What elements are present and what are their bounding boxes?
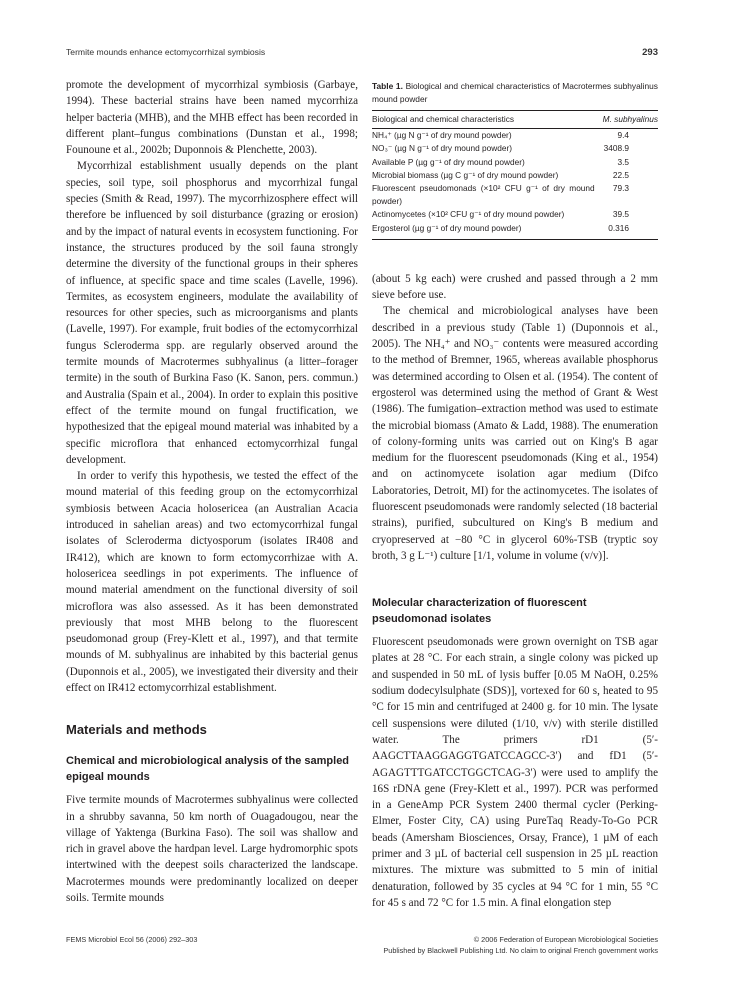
table-row	[372, 156, 658, 169]
row-value: 79.3	[612, 183, 629, 194]
body-paragraph: promote the development of mycorrhizal symbiosis (Garbaye, 1994). These bacterial strains have been named mycorrhiza helper bacteria (MHB), and the MHB effect has been recorded in different plant–fungus combinations (Dunstan et al., 1998; Founoune et al., 2002b; Duponnois & Plenchette, 2003).	[66, 79, 358, 157]
row-label: Available P (µg g⁻¹ of dry mound powder)	[372, 156, 525, 167]
row-label: Microbial biomass (µg C g⁻¹ of dry mound powder)	[372, 169, 559, 180]
row-value: 39.5	[612, 209, 629, 220]
subsection-heading: Molecular characterization of fluorescent pseudomonad isolates	[372, 597, 587, 626]
table-caption-text: Biological and chemical characteristics of Macrotermes subhyalinus mound powder	[372, 81, 658, 104]
publisher-line: Published by Blackwell Publishing Ltd. No claim to original French government works	[383, 945, 658, 955]
table-row	[372, 129, 658, 143]
copyright-line: © 2006 Federation of European Microbiological Societies	[473, 935, 658, 945]
table-row	[372, 222, 658, 240]
row-value: 3.5	[617, 156, 629, 167]
row-value: 9.4	[617, 130, 629, 141]
body-paragraph: (about 5 kg each) were crushed and passed through a 2 mm sieve before use.	[372, 272, 658, 302]
data-table	[372, 110, 658, 240]
row-value: 3408.9	[603, 143, 629, 154]
table-row	[372, 169, 658, 182]
body-paragraph: Mycorrhizal establishment usually depends on the plant species, soil type, soil phosphorus and mycorrhizal fungal species (Smith & Read, 1997). The mycorrhizosphere effect will therefore be influenced by soil disturbance (grazing or erosion) and by the impact of natural events in ecosystem functioning. For instance, the structures produced by the soil fauna strongly determine the diversity of the functional groups in their spheres of influence, at specific space and time scales (Lavelle, 1996). Termites, as ecosystem engineers, modulate the availability of resources for other species, such as microorganisms and plants (Lavelle, 1997). For example, fruit bodies of the ectomycorrhizal fungus Scleroderma spp. are regularly observed around the termite mounds of Macrotermes subhyalinus (a litter–forager termite) in the south of Burkina Faso (K. Sanon, pers. commun.) and Australia (Spain et al., 2004). In order to explain this positive effect of the termite mound on fungal fructification, we hypothesized that the epigeal mound material was inhabited by a specific microflora that enhanced ectomycorrhizal fungal development.	[66, 160, 358, 466]
table-header-row	[372, 111, 658, 129]
right-column	[372, 77, 658, 911]
row-label: Fluorescent pseudomonads (×10² CFU g⁻¹ of dry mound powder)	[372, 183, 595, 207]
body-paragraph: Fluorescent pseudomonads were grown overnight on TSB agar plates at 28 °C. For each strain, a single colony was picked up and suspended in 50 mL of lysis buffer [0.05 M NaOH, 0.25% sodium dodecylsulphate (SDS)], vortexed for 60 s, heated to 95 °C for 15 min and centrifuged at 2400 g. for 10 min. The lysate cell suspensions were diluted (1/10, v/v) with sterile distilled water. The primers rD1 (5′-AAGCTTAAGGAGGTGATCCAGCC-3′) and fD1 (5′-AGAGTTTGATCCTGGCTCAG-3′) were used to amplify the 16S rDNA gene (Frey-Klett et al., 1997). PCR was performed in a GeneAmp PCR System 2400 thermal cycler (Perking-Elmer, Foster City, CA) using PureTaq Ready-To-Go PCR beads (Amersham Biosciences, Orsay, France), 1 µM of each primer and 3 µL of bacterial cell suspension in 25 µL reaction mixtures. The mixture was submitted to 5 min of initial denaturation, followed by 35 cycles at 94 °C for 1 min, 55 °C for 45 s and 72 °C for 1.5 min. A final elongation step	[372, 636, 658, 909]
subsection-heading: Chemical and microbiological analysis of the sampled epigeal mounds	[66, 755, 350, 784]
body-paragraph: Five termite mounds of Macrotermes subhyalinus were collected in a shrubby savanna, 50 km north of Ouagadougou, near the village of Yaktenga (Burkina Faso). The soil was shallow and rich in gravel above the hardpan level. Large hydromorphic spots intertwined with the deepest soils characterized the landscape. Macrotermes mounds were predominantly localized on deeper soils. Termite mounds	[66, 794, 358, 905]
page-number: 293	[642, 47, 658, 58]
section-heading: Materials and methods	[66, 722, 207, 738]
column-header: Biological and chemical characteristics	[372, 114, 515, 124]
body-paragraph: The chemical and microbiological analyses have been described in a previous study (Table 1) (Duponnois et al., 2005). The NH₄⁺ and NO₃⁻ contents were measured according to the method of Bremner, 1965, whereas available phosphorus was determined according to Olsen et al. (1954). The content of ergosterol was determined using the method of Grant & West (1986). The fumigation–extraction method was used to estimate the microbial biomass (Amato & Ladd, 1988). The enumeration of colony-forming units was carried out on King's B agar medium for the fluorescent pseudomonads (King et al., 1954) and on actinomycete isolation agar medium (Difco Laboratories, Detroit, MI) for the actinomycetes. The isolates of fluorescent pseudomonads were randomly selected (18 bacterial strains), purified, subcultured on King's B medium and cryopreserved at −80 °C in glycerol 60%-TSB (tryptic soy broth, 3 g L⁻¹) culture [1/1, volume in volume (v/v)].	[372, 305, 658, 562]
row-value: 0.316	[595, 222, 658, 240]
page-header	[66, 47, 658, 77]
row-label: NH₄⁺ (µg N g⁻¹ of dry mound powder)	[372, 130, 512, 141]
table-row	[372, 142, 658, 155]
table-caption	[372, 80, 658, 106]
table-row	[372, 182, 658, 208]
two-column-body	[66, 77, 658, 911]
footer-citation: FEMS Microbiol Ecol 56 (2006) 292–303	[66, 935, 198, 945]
row-value: 22.5	[612, 169, 629, 180]
page-footer	[66, 911, 658, 956]
row-label: Actinomycetes (×10² CFU g⁻¹ of dry mound powder)	[372, 209, 565, 220]
row-label: NO₃⁻ (µg N g⁻¹ of dry mound powder)	[372, 143, 513, 154]
column-header: M. subhyalinus	[602, 114, 658, 124]
body-paragraph: In order to verify this hypothesis, we tested the effect of the mound material of this feeding group on the ectomycorrhizal symbiosis between Acacia holosericea (an Australian Acacia introduced in sahelian areas) and two ectomycorrhizal fungal isolates of Scleroderma dictyosporum (isolates IR408 and IR412), which are known to form ectomycorrhizae with A. holosericea seedlings in pot experiments. The influence of mound material amendment on the functional diversity of soil microflora was also assessed. As it has been demonstrated previously that most MHB belong to the fluorescent pseudomonad group (Frey-Klett et al., 1997), and that termite mounds of M. subhyalinus are inhabited by this bacterial genus (Duponnois et al., 2005), we investigated their diversity and their effect on IR412 ectomycorrhizal establishment.	[66, 470, 358, 694]
running-title: Termite mounds enhance ectomycorrhizal symbiosis	[66, 47, 266, 57]
footer-copyright	[383, 935, 658, 956]
table-label: Table 1.	[372, 81, 403, 91]
row-label: Ergosterol (µg g⁻¹ of dry mound powder)	[372, 222, 595, 240]
left-column	[66, 77, 358, 906]
table-row	[372, 208, 658, 221]
